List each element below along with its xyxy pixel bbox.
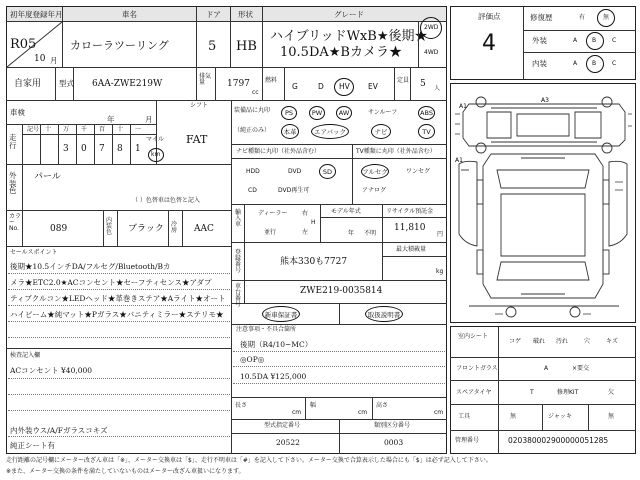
front-glass-label: フロントガラス bbox=[456, 365, 498, 372]
navi-hdd: HDD bbox=[246, 168, 260, 175]
width-label: 幅 bbox=[310, 402, 317, 409]
shift-value: FAT bbox=[186, 133, 208, 146]
manage-label: 管理番号 bbox=[455, 437, 480, 444]
tv-analog: アナログ bbox=[362, 187, 387, 194]
sales-line-2: メラ★ETC2.0★ACコンセント★セーフティセンス★アダプ bbox=[10, 278, 212, 287]
model-value: 6AA-ZWE219W bbox=[92, 79, 163, 89]
digit-divider bbox=[94, 125, 95, 164]
color-note: （ ）色替車は色替と記入 bbox=[132, 197, 200, 204]
equip-leather: 本革 bbox=[281, 124, 299, 139]
shape-label: 形状 bbox=[238, 10, 253, 19]
ext-b: B bbox=[592, 37, 597, 44]
navi-cd: CD bbox=[248, 187, 257, 194]
recycle-yen: 円 bbox=[437, 231, 444, 238]
capacity-unit: 人 bbox=[434, 85, 441, 92]
equip-airbag: エアバック bbox=[311, 124, 349, 139]
tv-title-text: TV種類に丸印 bbox=[356, 148, 394, 155]
digit-divider bbox=[58, 125, 59, 164]
max-load-kg: kg bbox=[436, 268, 444, 275]
shaken-month-unit: 月 bbox=[145, 115, 153, 124]
check-label: 検査記入欄 bbox=[10, 352, 41, 359]
seat-opt-hole: 穴 bbox=[584, 338, 591, 345]
capacity-label: 定員 bbox=[397, 77, 410, 84]
class-label: 類別区分番号 bbox=[374, 422, 411, 429]
notes-title: 注意事項・不具合箇所 bbox=[236, 326, 297, 333]
spare-t: T bbox=[530, 389, 534, 396]
digit-head: 記号 bbox=[27, 126, 40, 133]
grade-line2: 10.5DA★Bカメラ★ bbox=[280, 45, 402, 60]
drive-4wd: 4WD bbox=[424, 49, 439, 56]
int-a: A bbox=[573, 60, 578, 67]
footer-line-2: ※また、メーター交換の条件を満たしていないものはメーター改ざん車扱いになります。 bbox=[6, 468, 245, 475]
doors-value: 5 bbox=[208, 39, 217, 54]
equip-aw: AW bbox=[336, 106, 352, 120]
height-cm: cm bbox=[434, 409, 444, 416]
score-label: 評価点 bbox=[478, 12, 501, 21]
repair-no: 無 bbox=[603, 14, 610, 21]
repair-yes: 有 bbox=[579, 14, 586, 21]
jack-label: ジャッキ bbox=[548, 413, 572, 420]
seat-opt-tear: 破れ bbox=[533, 338, 546, 345]
navi-sub: （社外品含む） bbox=[278, 148, 321, 155]
color-no-value: 089 bbox=[50, 224, 68, 234]
import-dealer: ディーラー bbox=[258, 210, 288, 217]
seat-opt-scratch: キズ bbox=[606, 338, 618, 345]
digit-divider bbox=[40, 125, 41, 164]
shift-label: シフト bbox=[190, 102, 209, 109]
color-label: 外装色 bbox=[9, 171, 17, 195]
footer-line-1: 走行距離の記号欄にメーター改ざん車は「※」、メーター交換車は「$」、走行不明車は「#」を記入して下さい。メーター交換で合算表示した場合にも「$」は必ず記入して下さい。 bbox=[6, 457, 492, 464]
bottom-line-1: 内外装ウス/A/Fガラスコキズ bbox=[10, 426, 108, 435]
mileage-digit: 7 bbox=[99, 144, 105, 154]
front-glass-replace: ×要交 bbox=[572, 365, 590, 372]
fuel-opt-d: D bbox=[318, 82, 324, 91]
aircon-label: 冷房 bbox=[171, 221, 178, 234]
navi-title-text: ナビ種類に丸印 bbox=[236, 148, 279, 155]
tv-sub: （社外品含む） bbox=[393, 148, 436, 155]
type-cert-value: 20522 bbox=[276, 438, 300, 447]
notes-line-3: 10.5DA ¥125,000 bbox=[240, 372, 307, 381]
int-c: C bbox=[612, 60, 617, 67]
frame-label: 車台番号 bbox=[235, 283, 242, 308]
digit-head: 一 bbox=[135, 126, 142, 133]
length-label: 長さ bbox=[235, 402, 248, 409]
equip-ps: PS bbox=[281, 106, 297, 120]
check-line-1: ACコンセント ¥40,000 bbox=[10, 366, 93, 375]
usage-value: 自家用 bbox=[14, 79, 42, 89]
mile-label: マイル bbox=[146, 136, 164, 143]
navi-dvd: DVD bbox=[288, 168, 302, 175]
equip-navi: ナビ bbox=[371, 124, 391, 139]
car-damage-diagram bbox=[451, 84, 635, 322]
model-label: 型式 bbox=[59, 79, 74, 88]
seat-opt-dirt: 汚れ bbox=[556, 338, 569, 345]
length-cm: cm bbox=[292, 409, 302, 416]
repair-label: 修復歴 bbox=[530, 13, 553, 22]
digit-head: 十 bbox=[117, 126, 124, 133]
interior-value: ブラック bbox=[128, 224, 164, 234]
import-label: 輸入車 bbox=[235, 209, 242, 228]
bottom-line-2: 純正シート有 bbox=[10, 441, 55, 450]
km-label: km bbox=[151, 151, 161, 158]
mileage-digit: 0 bbox=[81, 144, 87, 154]
digit-head: 十 bbox=[45, 126, 52, 133]
spare-label: スペアタイヤ bbox=[456, 389, 492, 396]
notes-line-1: 後期（R4/10~MC） bbox=[240, 340, 313, 349]
shaken-year-unit: 年 bbox=[107, 115, 115, 124]
displacement-label: 排気量 bbox=[199, 73, 212, 86]
spare-kit: 修理KIT bbox=[557, 389, 579, 396]
width-cm: cm bbox=[358, 409, 368, 416]
model-year-unit: 年 bbox=[348, 230, 355, 237]
car-name-value: カローラツーリング bbox=[70, 39, 169, 52]
equip-sunroof: サンルーフ bbox=[368, 109, 398, 116]
warranty-circle: 新車保証書 bbox=[262, 306, 300, 322]
displacement-value: 1797 bbox=[227, 79, 250, 89]
digit-divider bbox=[112, 125, 113, 164]
digit-divider bbox=[130, 125, 131, 164]
reg-month-value: 10 bbox=[34, 54, 46, 64]
mileage-digit: 1 bbox=[135, 144, 141, 154]
equip-abs: ABS bbox=[418, 106, 435, 120]
seat-label: 室内シート bbox=[458, 333, 489, 340]
spare-missing: 欠 bbox=[608, 389, 615, 396]
sales-point-label: セールスポイント bbox=[10, 249, 58, 256]
reg-year-value: R05 bbox=[10, 37, 37, 52]
import-parallel: 並行 bbox=[264, 229, 277, 236]
digit-head: 万 bbox=[63, 126, 70, 133]
mileage-label: 走行 bbox=[9, 133, 17, 150]
class-value: 0003 bbox=[384, 438, 404, 447]
digit-head: 百 bbox=[99, 126, 106, 133]
ext-label: 外装 bbox=[532, 36, 547, 45]
frame-value: ZWE219-0035814 bbox=[300, 286, 383, 296]
fuel-opt-hv: HV bbox=[339, 82, 350, 91]
navi-title bbox=[236, 149, 320, 155]
drive-2wd: 2WD bbox=[424, 24, 439, 31]
tv-title bbox=[356, 149, 436, 155]
equip-pw: PW bbox=[309, 106, 325, 120]
int-b: B bbox=[592, 60, 597, 67]
shape-value: HB bbox=[236, 39, 257, 54]
reg-month-unit: 月 bbox=[50, 56, 58, 65]
manual-circle: 取扱説明書 bbox=[365, 306, 403, 322]
equip-tv: TV bbox=[418, 124, 435, 139]
tools-none: 無 bbox=[510, 413, 517, 420]
equip-label-1: 装備品に丸印 bbox=[234, 107, 271, 114]
tv-oneseg: ワンセグ bbox=[406, 168, 431, 175]
notes-line-2: ◎OP◎ bbox=[240, 355, 265, 364]
fuel-label: 燃料 bbox=[265, 77, 278, 84]
type-cert-label: 型式指定番号 bbox=[264, 422, 301, 429]
diagram-a1-mid: A1 bbox=[455, 157, 463, 164]
digit-head: 千 bbox=[81, 126, 88, 133]
plate-label: 登録番号 bbox=[235, 249, 242, 274]
grade-line1: ハイブリッドWxB★後期★ bbox=[270, 29, 428, 44]
plate-value: 熊本330も7727 bbox=[280, 257, 348, 267]
handle-right: 右 bbox=[302, 210, 309, 217]
car-name-label: 車名 bbox=[122, 10, 137, 19]
height-label: 高さ bbox=[376, 402, 389, 409]
tv-fullseg: フルセグ bbox=[361, 164, 389, 179]
navi-dvd-play: DVD再生可 bbox=[278, 187, 310, 194]
mileage-digit: 3 bbox=[63, 144, 69, 154]
tools-label: 工具 bbox=[458, 413, 471, 420]
score-value: 4 bbox=[482, 31, 496, 56]
fuel-opt-g: G bbox=[292, 82, 298, 91]
front-glass-a: A bbox=[544, 365, 549, 372]
cc-unit: cc bbox=[252, 89, 259, 96]
interior-label: 内装色 bbox=[106, 217, 113, 236]
color-value: パール bbox=[34, 172, 61, 182]
reg-date-label: 初年度登録年月 bbox=[10, 10, 63, 19]
jack-none: 無 bbox=[608, 413, 615, 420]
fuel-opt-ev: EV bbox=[368, 82, 378, 91]
recycle-label: リサイクル預託金 bbox=[386, 208, 434, 215]
model-year-unknown: 不明 bbox=[364, 230, 377, 237]
digit-divider bbox=[76, 125, 77, 164]
model-year-label: モデル年式 bbox=[331, 208, 361, 215]
max-load-label: 最大積載量 bbox=[396, 246, 427, 253]
sales-line-1: 後期★10.5インチDA/フルセグ/Bluetooth/Bカ bbox=[10, 262, 171, 271]
aircon-value: AAC bbox=[194, 224, 214, 234]
handle-h: H bbox=[311, 219, 316, 226]
int-label: 内装 bbox=[532, 59, 547, 68]
equip-label-2: （純正のみ） bbox=[234, 127, 271, 134]
diagram-a3: A3 bbox=[541, 97, 549, 104]
diagram-a1-top: A1 bbox=[459, 103, 467, 110]
recycle-value: 11,810 bbox=[394, 223, 426, 233]
shaken-label: 車検 bbox=[10, 108, 25, 117]
sales-line-4: ハイビーム★純マット★Pガラス★バニティミラー★ステリモ★ bbox=[10, 310, 224, 319]
seat-opt-burn: コゲ bbox=[509, 338, 522, 345]
ext-a: A bbox=[573, 37, 578, 44]
mileage-digit: 8 bbox=[117, 144, 123, 154]
color-no-label: カラーNo. bbox=[9, 213, 22, 232]
manage-number: 020380002900000051285 bbox=[508, 436, 609, 445]
grade-label: グレード bbox=[334, 10, 364, 19]
handle-left: 左 bbox=[302, 229, 309, 236]
capacity-value: 5 bbox=[420, 79, 426, 89]
door-label: ドア bbox=[206, 10, 221, 19]
sales-line-3: ティブクルコン★LEDヘッド★革巻きステア★Aライト★オート bbox=[10, 294, 226, 303]
ext-c: C bbox=[612, 37, 617, 44]
navi-sd: SD bbox=[319, 164, 336, 179]
